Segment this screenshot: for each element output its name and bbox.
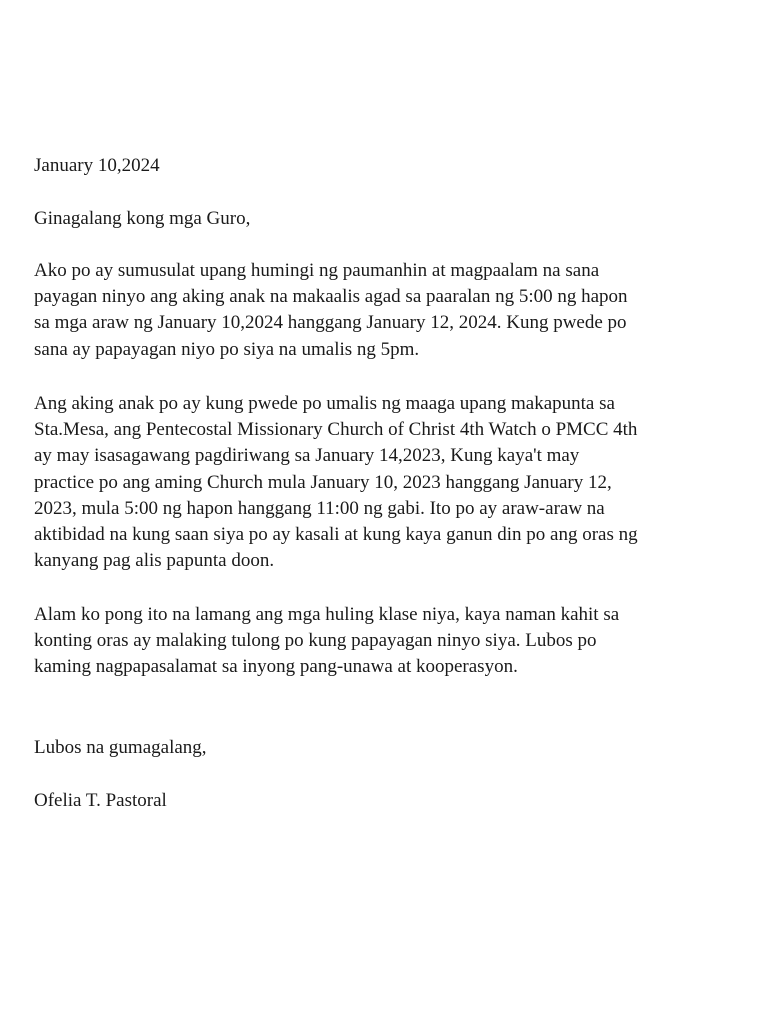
paragraph-line: konting oras ay malaking tulong po kung papayagan ninyo siya. Lubos po	[34, 630, 597, 652]
letter-closing: Lubos na gumagalang,	[34, 737, 207, 758]
paragraph-line: sana ay papayagan niyo po siya na umalis ng 5pm.	[34, 338, 420, 360]
paragraph-line: ay may isasagawang pagdiriwang sa January 14,2023, Kung kaya't may	[34, 445, 580, 467]
paragraph-line: sa mga araw ng January 10,2024 hanggang January 12, 2024. Kung pwede po	[34, 312, 627, 334]
paragraph-line: aktibidad na kung saan siya po ay kasali at kung kaya ganun din po ang oras ng	[34, 523, 638, 545]
paragraph-line: Alam ko pong ito na lamang ang mga huling klase niya, kaya naman kahit sa	[34, 604, 620, 625]
paragraph-line: kaming nagpapasalamat sa inyong pang-unawa at kooperasyon.	[34, 656, 518, 678]
letter-greeting: Ginagalang kong mga Guro,	[34, 208, 251, 229]
paragraph-line: Ako po ay sumusulat upang humingi ng paumanhin at magpaalam na sana	[34, 260, 600, 281]
paragraph-line: payagan ninyo ang aking anak na makaalis agad sa paaralan ng 5:00 ng hapon	[34, 286, 628, 308]
paragraph-line: practice po ang aming Church mula January 10, 2023 hanggang January 12,	[34, 471, 612, 493]
paragraph-line: Ang aking anak po ay kung pwede po umalis ng maaga upang makapunta sa	[34, 393, 615, 414]
paragraph-line: kanyang pag alis papunta doon.	[34, 550, 275, 572]
letter-paragraph-2	[34, 391, 754, 574]
paragraph-line: 2023, mula 5:00 ng hapon hanggang 11:00 ng gabi. Ito po ay araw-araw na	[34, 497, 605, 519]
letter-signature: Ofelia T. Pastoral	[34, 790, 167, 811]
letter-date: January 10,2024	[34, 155, 160, 176]
letter-paragraph-3	[34, 602, 754, 681]
paragraph-line: Sta.Mesa, ang Pentecostal Missionary Church of Christ 4th Watch o PMCC 4th	[34, 419, 638, 441]
letter-paragraph-1	[34, 258, 754, 363]
